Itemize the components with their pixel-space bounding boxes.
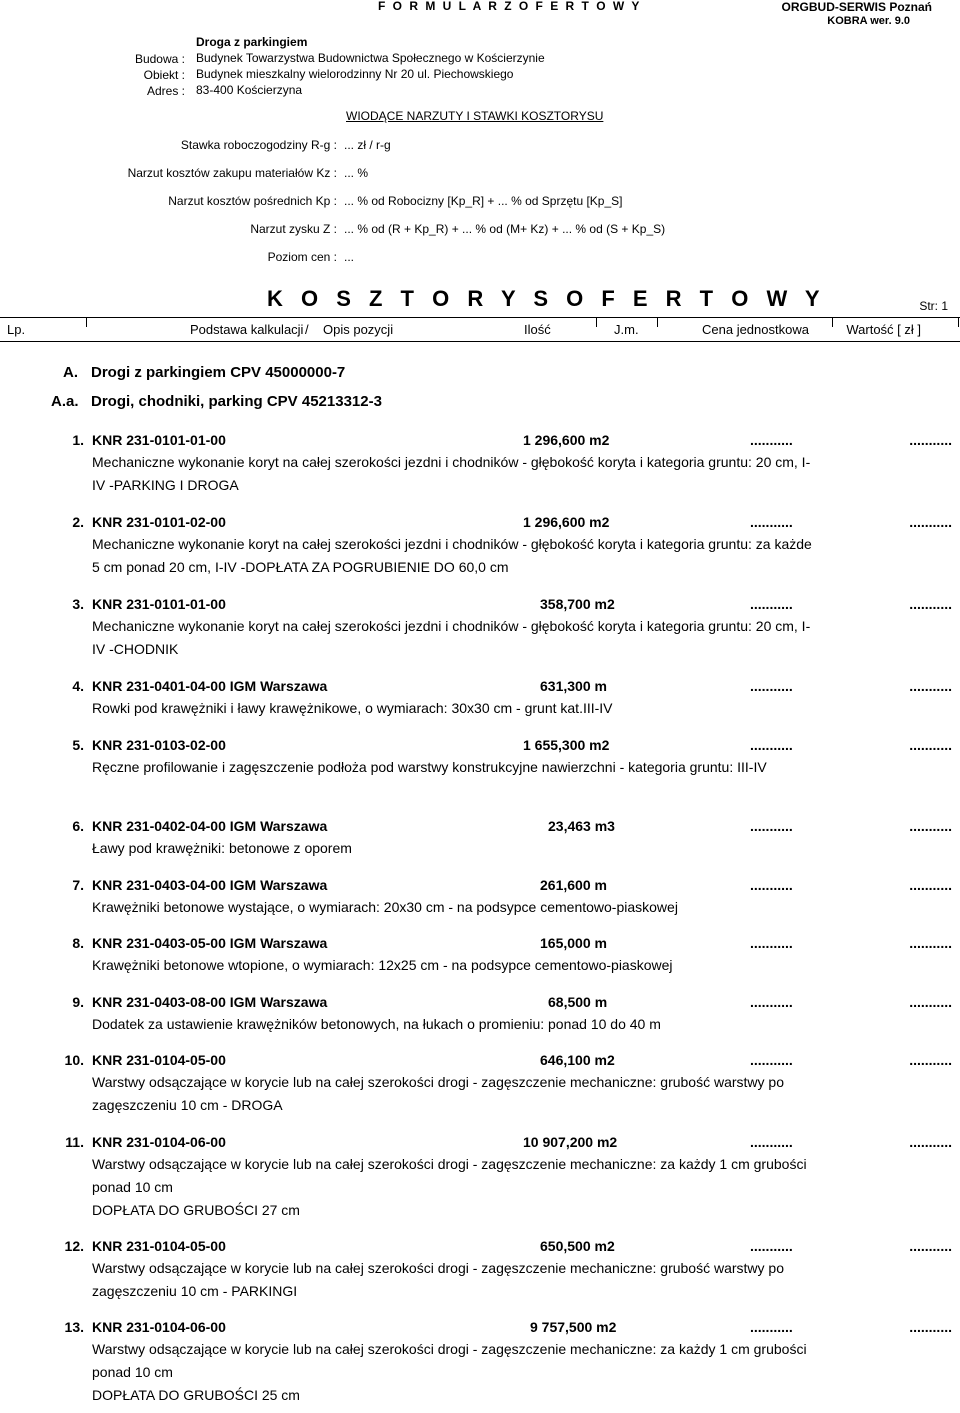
version-label: KOBRA wer. 9.0 [827, 15, 910, 27]
kz-value: ... % [344, 166, 369, 180]
item-description: Mechaniczne wykonanie koryt na całej szerokości jezdni i chodników - głębokość koryta i kategoria gruntu: 20 cm, I-IV -PARKING I DROGA [92, 454, 811, 493]
item-value: ........... [909, 994, 952, 1010]
item-description: Dodatek za ustawienie krawężników betonowych, na łukach o promieniu: ponad 10 do 40 m [92, 1016, 661, 1032]
item-description: Ławy pod krawężniki: betonowe z oporem [92, 840, 352, 856]
col-unit: J.m. [614, 322, 639, 337]
item-number: 6. [72, 818, 84, 834]
item-unit-price: ........... [750, 1238, 793, 1254]
item-unit-price: ........... [750, 935, 793, 951]
rg-value: ... zł / r-g [344, 138, 391, 152]
item-value: ........... [909, 432, 952, 448]
item-basis: KNR 231-0104-06-00 [92, 1319, 226, 1335]
item-unit-price: ........... [750, 818, 793, 834]
item-description: Warstwy odsączające w korycie lub na całej szerokości drogi - zagęszczenie mechaniczne: za każdy 1 cm grubości ponad 10 cm [92, 1156, 807, 1195]
section-a-title: Drogi z parkingiem CPV 45000000-7 [91, 364, 346, 381]
col-divider [86, 318, 87, 327]
item-value: ........... [909, 1238, 952, 1254]
col-divider [958, 318, 959, 327]
item-value: ........... [909, 877, 952, 893]
col-qty: Ilość [524, 322, 551, 337]
item-basis: KNR 231-0403-08-00 IGM Warszawa [92, 994, 328, 1010]
item-description: Warstwy odsączające w korycie lub na całej szerokości drogi - zagęszczenie mechaniczne: grubość warstwy po zagęszczeniu 10 cm - DROGA [92, 1074, 784, 1113]
item-number: 13. [64, 1319, 84, 1335]
adres-label: Adres : [146, 84, 185, 98]
project-title: Droga z parkingiem [196, 35, 308, 49]
item-number: 3. [72, 596, 84, 612]
item-unit-price: ........... [750, 1052, 793, 1068]
obiekt-label: Obiekt : [143, 68, 185, 82]
budowa-label: Budowa : [134, 52, 185, 66]
section-a-code: A. [63, 364, 78, 381]
item-description: Krawężniki betonowe wystające, o wymiarach: 20x30 cm - na podsypce cementowo-piaskowej [92, 899, 678, 915]
section-aa-code: A.a. [51, 393, 79, 410]
item-quantity: 9 757,500 m2 [530, 1319, 617, 1335]
item-quantity: 261,600 m [540, 877, 607, 893]
item-quantity: 631,300 m [540, 678, 607, 694]
item-number: 12. [64, 1238, 84, 1254]
item-basis: KNR 231-0101-02-00 [92, 514, 226, 530]
item-number: 1. [72, 432, 84, 448]
col-basis: Podstawa kalkulacji [190, 322, 304, 337]
item-description: Warstwy odsączające w korycie lub na całej szerokości drogi - zagęszczenie mechaniczne: grubość warstwy po zagęszczeniu 10 cm - PARKINGI [92, 1260, 784, 1299]
item-unit-price: ........... [750, 1319, 793, 1335]
item-number: 2. [72, 514, 84, 530]
item-number: 5. [72, 737, 84, 753]
item-description-extra: DOPŁATA DO GRUBOŚCI 25 cm [92, 1387, 300, 1403]
col-divider [657, 318, 658, 327]
item-number: 4. [72, 678, 84, 694]
item-quantity: 1 296,600 m2 [523, 514, 610, 530]
header-top-rule [0, 317, 960, 318]
item-unit-price: ........... [750, 514, 793, 530]
col-slash: / [305, 322, 309, 337]
item-basis: KNR 231-0401-04-00 IGM Warszawa [92, 678, 328, 694]
item-unit-price: ........... [750, 596, 793, 612]
item-unit-price: ........... [750, 994, 793, 1010]
rates-title: WIODĄCE NARZUTY I STAWKI KOSZTORYSU [346, 109, 604, 123]
col-price: Cena jednostkowa [702, 322, 809, 337]
item-number: 8. [72, 935, 84, 951]
item-value: ........... [909, 1134, 952, 1150]
item-number: 10. [64, 1052, 84, 1068]
item-quantity: 646,100 m2 [540, 1052, 615, 1068]
poziom-label: Poziom cen : [267, 250, 337, 264]
kp-label: Narzut kosztów pośrednich Kp : [168, 194, 337, 208]
item-number: 11. [65, 1134, 84, 1150]
item-basis: KNR 231-0104-05-00 [92, 1052, 226, 1068]
item-description: Krawężniki betonowe wtopione, o wymiarach: 12x25 cm - na podsypce cementowo-piaskowej [92, 957, 673, 973]
item-value: ........... [909, 514, 952, 530]
item-unit-price: ........... [750, 1134, 793, 1150]
item-number: 9. [72, 994, 84, 1010]
item-basis: KNR 231-0101-01-00 [92, 596, 226, 612]
budowa-value: Budynek Towarzystwa Budownictwa Społecznego w Kościerzynie [196, 51, 545, 65]
item-quantity: 1 296,600 m2 [523, 432, 610, 448]
item-description-extra: DOPŁATA DO GRUBOŚCI 27 cm [92, 1202, 300, 1218]
item-description: Rowki pod krawężniki i ławy krawężnikowe, o wymiarach: 30x30 cm - grunt kat.III-IV [92, 700, 613, 716]
item-value: ........... [909, 678, 952, 694]
item-quantity: 10 907,200 m2 [523, 1134, 618, 1150]
kz-label: Narzut kosztów zakupu materiałów Kz : [127, 166, 337, 180]
item-basis: KNR 231-0403-04-00 IGM Warszawa [92, 877, 328, 893]
poziom-value: ... [344, 250, 355, 264]
obiekt-value: Budynek mieszkalny wielorodzinny Nr 20 ul. Piechowskiego [196, 67, 514, 81]
col-desc: Opis pozycji [323, 322, 394, 337]
z-value: ... % od (R + Kp_R) + ... % od (M+ Kz) + ... % od (S + Kp_S) [344, 222, 666, 236]
item-quantity: 650,500 m2 [540, 1238, 615, 1254]
section-aa-title: Drogi, chodniki, parking CPV 45213312-3 [91, 393, 382, 410]
item-value: ........... [909, 737, 952, 753]
page-number: Str: 1 [919, 299, 948, 313]
rg-label: Stawka roboczogodziny R-g : [180, 138, 337, 152]
item-description: Mechaniczne wykonanie koryt na całej szerokości jezdni i chodników - głębokość koryta i kategoria gruntu: za każde 5 cm ponad 20 cm, I-IV -DOPŁATA ZA POGRUBIENIE DO 60,0 cm [92, 536, 812, 575]
item-unit-price: ........... [750, 678, 793, 694]
kp-value: ... % od Robocizny [Kp_R] + ... % od Sprzętu [Kp_S] [344, 194, 623, 208]
item-unit-price: ........... [750, 432, 793, 448]
form-title: F O R M U L A R Z O F E R T O W Y [378, 0, 642, 13]
item-description: Ręczne profilowanie i zagęszczenie podłoża pod warstwy konstrukcyjne nawierzchni - kategoria gruntu: III-IV [92, 759, 767, 775]
item-value: ........... [909, 1052, 952, 1068]
adres-value: 83-400 Kościerzyna [196, 83, 303, 97]
item-quantity: 23,463 m3 [548, 818, 615, 834]
item-basis: KNR 231-0104-05-00 [92, 1238, 226, 1254]
item-number: 7. [72, 877, 84, 893]
item-value: ........... [909, 596, 952, 612]
item-unit-price: ........... [750, 737, 793, 753]
col-divider [832, 318, 833, 327]
col-lp: Lp. [7, 322, 26, 337]
item-unit-price: ........... [750, 877, 793, 893]
z-label: Narzut zysku Z : [250, 222, 337, 236]
header-bottom-rule [0, 341, 960, 342]
item-description: Mechaniczne wykonanie koryt na całej szerokości jezdni i chodników - głębokość koryta i kategoria gruntu: 20 cm, I-IV -CHODNIK [92, 618, 811, 657]
item-value: ........... [909, 818, 952, 834]
item-basis: KNR 231-0402-04-00 IGM Warszawa [92, 818, 328, 834]
col-divider [596, 318, 597, 327]
main-title: K O S Z T O R Y S O F E R T O W Y [267, 286, 826, 311]
item-description: Warstwy odsączające w korycie lub na całej szerokości drogi - zagęszczenie mechaniczne: za każdy 1 cm grubości ponad 10 cm [92, 1341, 807, 1380]
item-basis: KNR 231-0103-02-00 [92, 737, 226, 753]
item-quantity: 358,700 m2 [540, 596, 615, 612]
item-quantity: 1 655,300 m2 [523, 737, 610, 753]
item-value: ........... [909, 935, 952, 951]
item-quantity: 68,500 m [548, 994, 608, 1010]
company-name: ORGBUD-SERWIS Poznań [781, 0, 932, 14]
item-basis: KNR 231-0101-01-00 [92, 432, 226, 448]
col-value: Wartość [ zł ] [846, 322, 921, 337]
item-value: ........... [909, 1319, 952, 1335]
item-basis: KNR 231-0104-06-00 [92, 1134, 226, 1150]
item-quantity: 165,000 m [540, 935, 607, 951]
item-basis: KNR 231-0403-05-00 IGM Warszawa [92, 935, 328, 951]
